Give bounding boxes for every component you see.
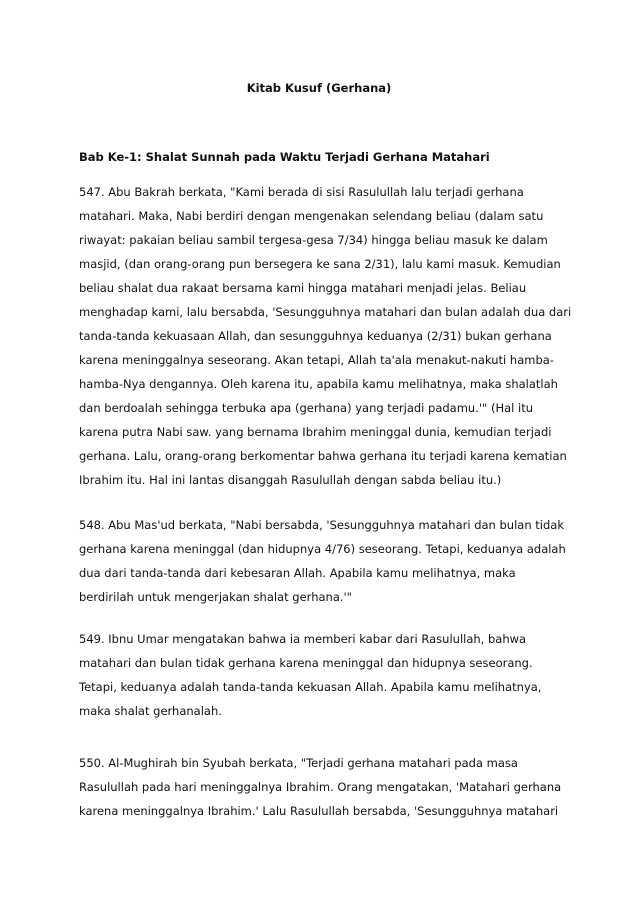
paragraph-line: Rasulullah pada hari meninggalnya Ibrahim. Orang mengatakan, 'Matahari gerhana (79, 780, 562, 794)
paragraph-549 (79, 627, 541, 723)
paragraph-550 (79, 751, 561, 823)
paragraph-line: karena meninggalnya Ibrahim.' Lalu Rasulullah bersabda, 'Sesungguhnya matahari (79, 804, 559, 818)
paragraph-line: karena meninggalnya seseorang. Akan tetapi, Allah ta'ala menakut-nakuti hamba- (79, 353, 554, 367)
paragraph-line: matahari. Maka, Nabi berdiri dengan mengenakan selendang beliau (dalam satu (79, 209, 544, 223)
paragraph-line: 547. Abu Bakrah berkata, "Kami berada di sisi Rasulullah lalu terjadi gerhana (79, 185, 524, 199)
paragraph-548 (79, 513, 566, 609)
paragraph-line: 550. Al-Mughirah bin Syubah berkata, "Terjadi gerhana matahari pada masa (79, 756, 518, 770)
paragraph-line: menghadap kami, lalu bersabda, 'Sesungguhnya matahari dan bulan adalah dua dari (79, 305, 572, 319)
paragraph-line: 548. Abu Mas'ud berkata, "Nabi bersabda, 'Sesungguhnya matahari dan bulan tidak (79, 518, 564, 532)
paragraph-line: gerhana. Lalu, orang-orang berkomentar bahwa gerhana itu terjadi karena kematian (79, 449, 567, 463)
paragraph-line: 549. Ibnu Umar mengatakan bahwa ia memberi kabar dari Rasulullah, bahwa (79, 632, 527, 646)
paragraph-line: dan berdoalah sehingga terbuka apa (gerhana) yang terjadi padamu.'" (Hal itu (79, 401, 533, 415)
paragraph-line: Tetapi, keduanya adalah tanda-tanda kekuasan Allah. Apabila kamu melihatnya, (79, 680, 542, 694)
paragraph-line: beliau shalat dua rakaat bersama kami hingga matahari menjadi jelas. Beliau (79, 281, 527, 295)
paragraph-547 (79, 180, 571, 492)
paragraph-line: karena putra Nabi saw. yang bernama Ibrahim meninggal dunia, kemudian terjadi (79, 425, 552, 439)
paragraph-line: Ibrahim itu. Hal ini lantas disanggah Rasulullah dengan sabda beliau itu.) (79, 473, 502, 487)
paragraph-line: masjid, (dan orang-orang pun bersegera ke sana 2/31), lalu kami masuk. Kemudian (79, 257, 561, 271)
document-title: Kitab Kusuf (Gerhana) (246, 81, 392, 95)
paragraph-line: tanda-tanda kekuasaan Allah, dan sesungguhnya keduanya (2/31) bukan gerhana (79, 329, 552, 343)
paragraph-line: matahari dan bulan tidak gerhana karena meninggal dan hidupnya seseorang. (79, 656, 533, 670)
paragraph-line: maka shalat gerhanalah. (79, 704, 222, 718)
paragraph-line: hamba-Nya dengannya. Oleh karena itu, apabila kamu melihatnya, maka shalatlah (79, 377, 558, 391)
chapter-heading: Bab Ke-1: Shalat Sunnah pada Waktu Terjadi Gerhana Matahari (79, 150, 490, 164)
paragraph-line: riwayat: pakaian beliau sambil tergesa-gesa 7/34) hingga beliau masuk ke dalam (79, 233, 548, 247)
paragraph-line: gerhana karena meninggal (dan hidupnya 4/76) seseorang. Tetapi, keduanya adalah (79, 542, 566, 556)
paragraph-line: dua dari tanda-tanda dari kebesaran Allah. Apabila kamu melihatnya, maka (79, 566, 516, 580)
paragraph-line: berdirilah untuk mengerjakan shalat gerhana.'" (79, 590, 352, 604)
